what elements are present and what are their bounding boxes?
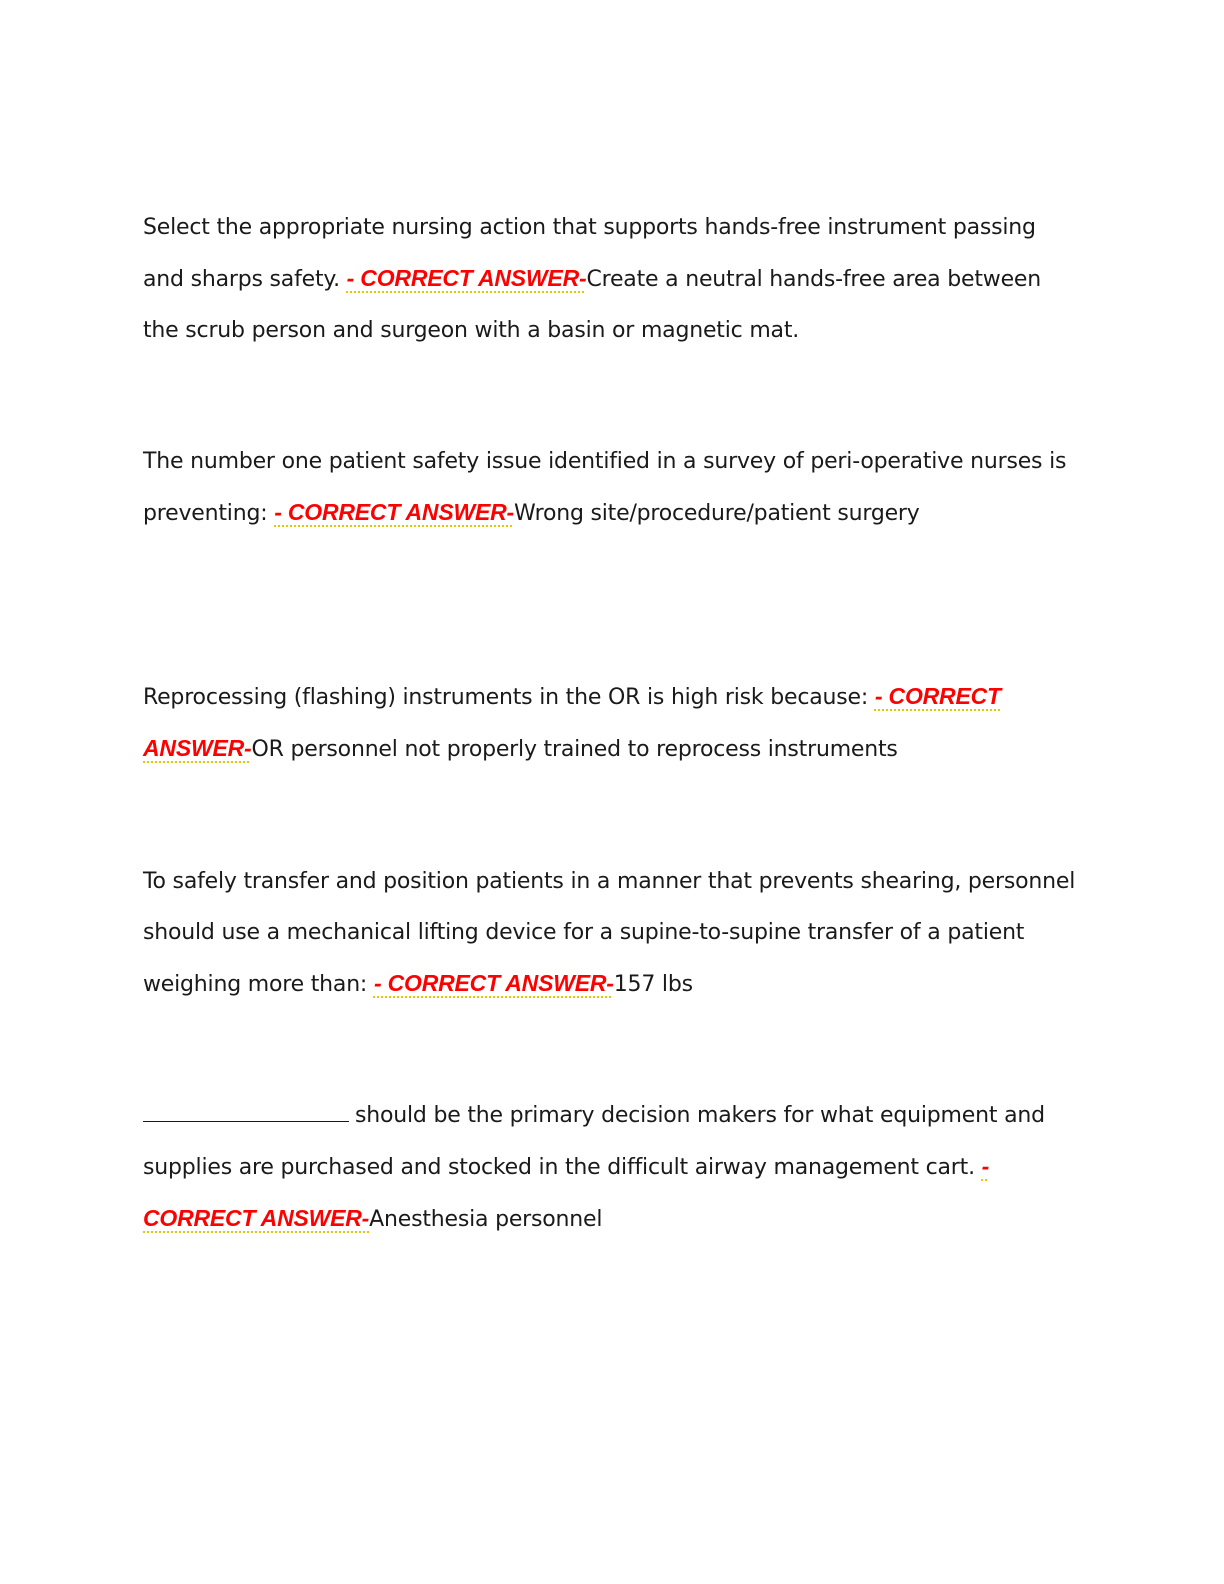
answer-text: 157 lbs	[613, 972, 693, 997]
answer-text: Anesthesia personnel	[369, 1207, 603, 1232]
qa-item-2	[143, 436, 1083, 539]
qa-item-4	[143, 856, 1083, 1010]
correct-answer-marker: - CORRECT ANSWER-	[346, 265, 587, 291]
question-text: should be the primary decision makers for what equipment and supplies are purchased and stocked in the difficult airway management cart.	[143, 1103, 1045, 1180]
question-text: The number one patient safety issue identified in a survey of peri-operative nurses is preventing:	[143, 449, 1067, 526]
qa-item-3	[143, 671, 1083, 775]
question-text: Select the appropriate nursing action that supports hands-free instrument passing and sharps safety.	[143, 215, 1036, 292]
answer-text: Wrong site/procedure/patient surgery	[514, 501, 920, 526]
answer-text: OR personnel not properly trained to reprocess instruments	[251, 737, 898, 762]
correct-answer-marker: - CORRECT ANSWER-	[373, 970, 614, 996]
correct-answer-marker: - CORRECT ANSWER-	[143, 1153, 990, 1231]
fill-in-blank-line	[143, 1101, 349, 1122]
question-text: Reprocessing (flashing) instruments in the OR is high risk because:	[143, 685, 875, 710]
correct-answer-marker: - CORRECT ANSWER-	[274, 499, 515, 525]
correct-answer-marker: - CORRECT ANSWER-	[143, 683, 1001, 761]
question-text: To safely transfer and position patients in a manner that prevents shearing, personnel should use a mechanical lifting device for a supine-to-supine transfer of a patient weighing more than:	[143, 869, 1076, 997]
answer-text: Create a neutral hands-free area between the scrub person and surgeon with a basin or magnetic mat.	[143, 267, 1041, 343]
qa-item-5	[143, 1090, 1083, 1245]
qa-item-1	[143, 202, 1083, 356]
